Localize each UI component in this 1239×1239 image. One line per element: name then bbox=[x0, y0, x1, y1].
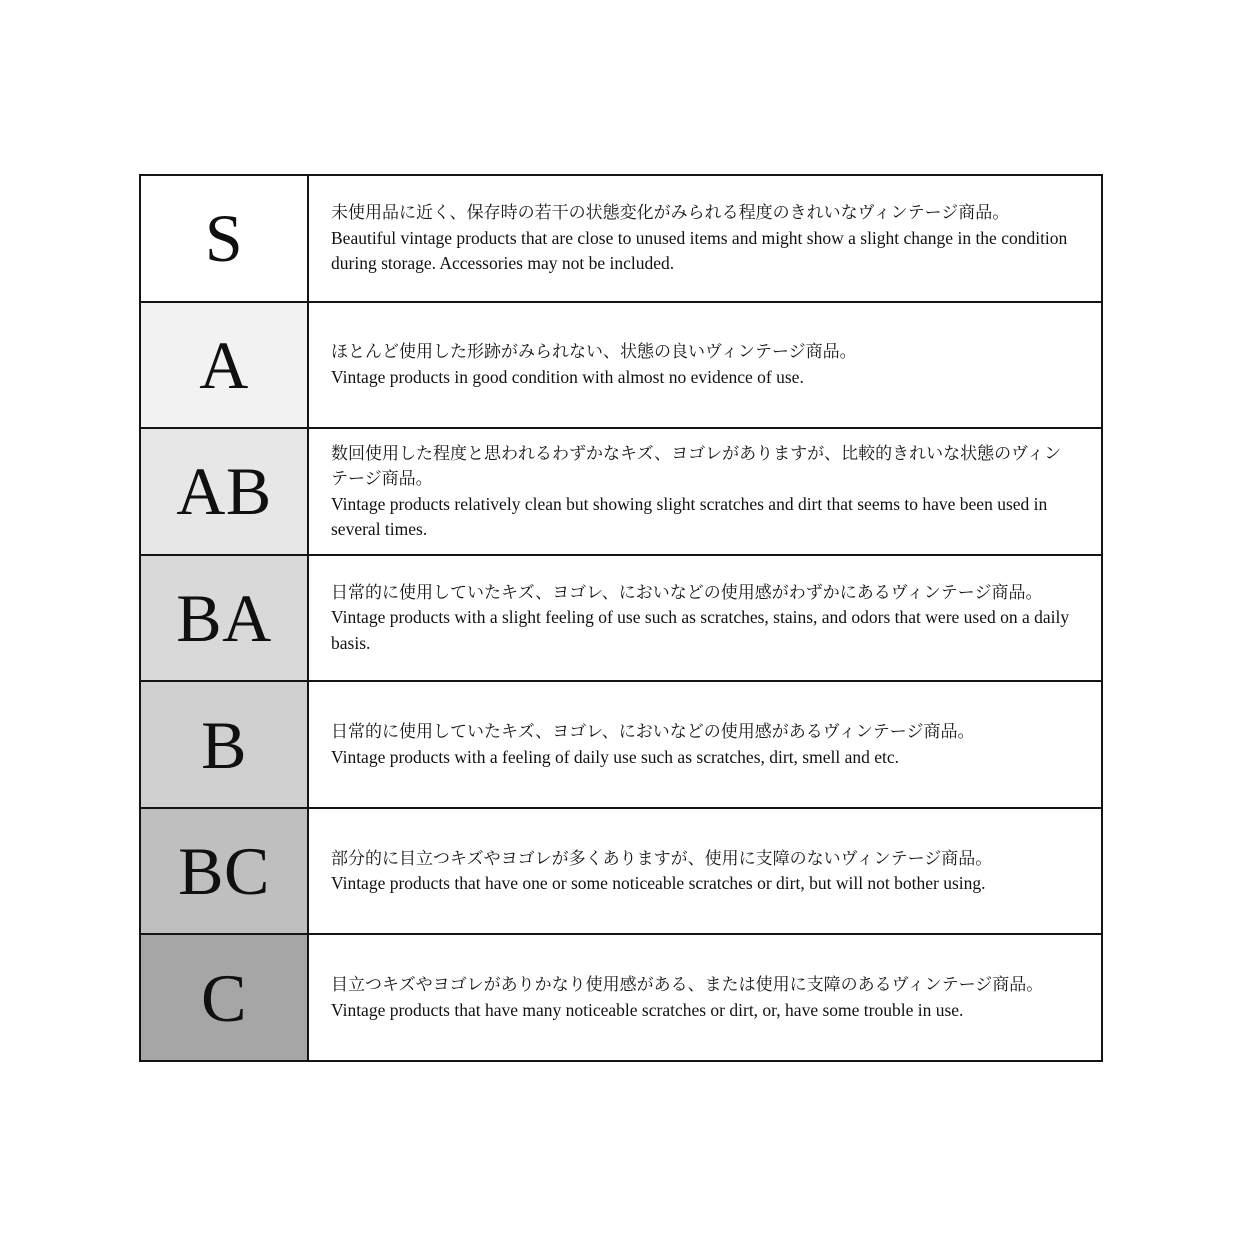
table-row bbox=[140, 302, 1102, 429]
grade-label: C bbox=[201, 959, 247, 1036]
grade-cell bbox=[140, 302, 308, 429]
table-row bbox=[140, 175, 1102, 302]
description-cell bbox=[308, 302, 1102, 429]
table-row bbox=[140, 555, 1102, 682]
condition-grade-table bbox=[139, 174, 1103, 1062]
grade-cell bbox=[140, 175, 308, 302]
grade-cell bbox=[140, 808, 308, 935]
description-english: Vintage products with a feeling of daily use such as scratches, dirt, smell and etc. bbox=[331, 746, 900, 767]
description-japanese: 日常的に使用していたキズ、ヨゴレ、においなどの使用感があるヴィンテージ商品。 bbox=[331, 722, 975, 742]
description-cell bbox=[308, 808, 1102, 935]
description-cell bbox=[308, 555, 1102, 682]
grade-label: S bbox=[204, 200, 244, 277]
grade-label: B bbox=[201, 706, 247, 783]
description-english: Vintage products with a slight feeling of use such as scratches, stains, and odors that were used on a daily basis. bbox=[331, 607, 1070, 653]
grade-cell bbox=[140, 934, 308, 1061]
grade-label: AB bbox=[176, 453, 272, 530]
description-japanese: ほとんど使用した形跡がみられない、状態の良いヴィンテージ商品。 bbox=[331, 342, 857, 362]
description-cell bbox=[308, 175, 1102, 302]
description-japanese: 数回使用した程度と思われるわずかなキズ、ヨゴレがありますが、比較的きれいな状態のヴィンテージ商品。 bbox=[331, 443, 1062, 489]
description-english: Vintage products that have one or some noticeable scratches or dirt, but will not bother using. bbox=[331, 873, 986, 894]
description-english: Vintage products that have many noticeable scratches or dirt, or, have some trouble in use. bbox=[331, 999, 964, 1020]
grade-label: A bbox=[199, 326, 249, 403]
description-cell bbox=[308, 681, 1102, 808]
description-japanese: 目立つキズやヨゴレがありかなり使用感がある、または使用に支障のあるヴィンテージ商品。 bbox=[331, 975, 1044, 995]
grade-label: BA bbox=[176, 579, 272, 656]
description-japanese: 部分的に目立つキズやヨゴレが多くありますが、使用に支障のないヴィンテージ商品。 bbox=[331, 848, 993, 868]
description-english: Vintage products relatively clean but showing slight scratches and dirt that seems to have been used in several times. bbox=[331, 493, 1048, 539]
table-row bbox=[140, 681, 1102, 808]
description-cell bbox=[308, 934, 1102, 1061]
grade-cell bbox=[140, 428, 308, 555]
table-row bbox=[140, 808, 1102, 935]
description-english: Beautiful vintage products that are close to unused items and might show a slight change in the condition during storage. Accessories may not be included. bbox=[331, 227, 1068, 274]
description-cell bbox=[308, 428, 1102, 555]
table-row bbox=[140, 428, 1102, 555]
table-row bbox=[140, 934, 1102, 1061]
description-english: Vintage products in good condition with almost no evidence of use. bbox=[331, 366, 804, 387]
grade-cell bbox=[140, 681, 308, 808]
grade-cell bbox=[140, 555, 308, 682]
grade-label: BC bbox=[178, 833, 270, 910]
description-japanese: 未使用品に近く、保存時の若干の状態変化がみられる程度のきれいなヴィンテージ商品。 bbox=[331, 203, 1010, 223]
description-japanese: 日常的に使用していたキズ、ヨゴレ、においなどの使用感がわずかにあるヴィンテージ商品。 bbox=[331, 582, 1043, 602]
